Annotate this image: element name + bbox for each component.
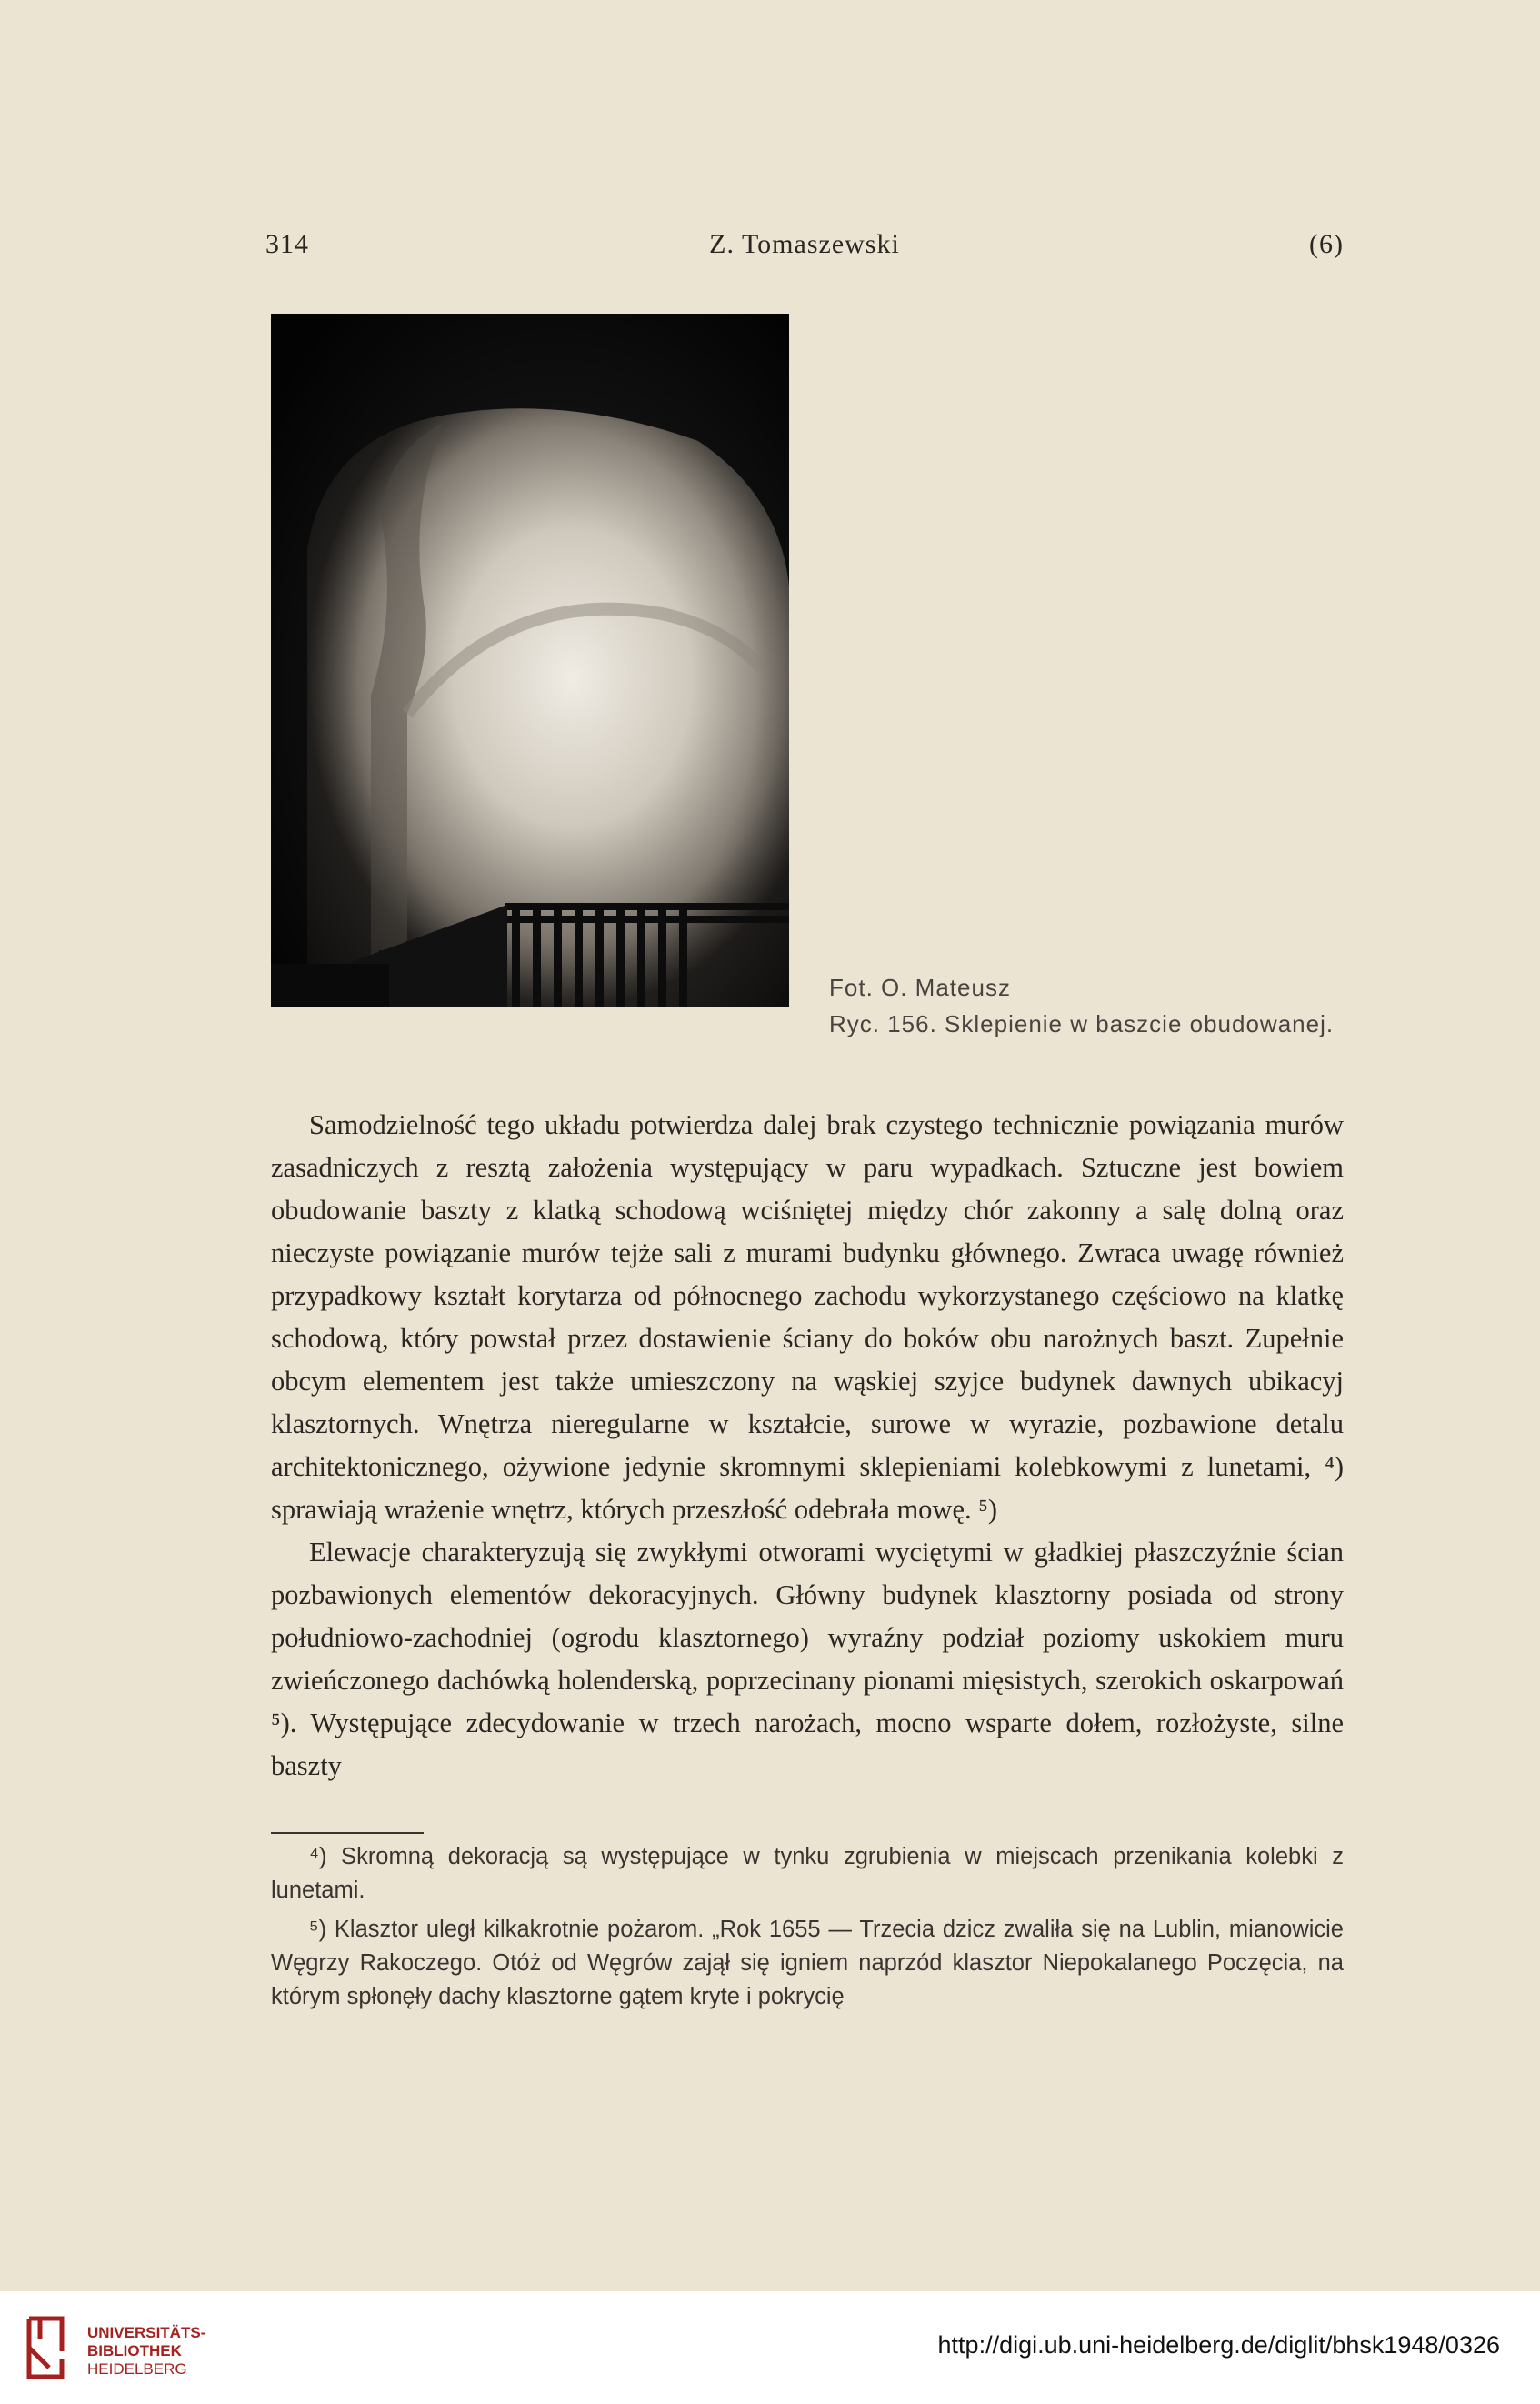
body-text — [271, 1104, 1344, 1788]
page-number: 314 — [265, 229, 309, 259]
library-name-line: BIBLIOTHEK — [87, 2342, 182, 2359]
footer-bar — [0, 2291, 1540, 2404]
permalink-url[interactable]: http://digi.ub.uni-heidelberg.de/diglit/bhsk1948/0326 — [937, 2331, 1500, 2359]
library-name-line: UNIVERSITÄTS- — [87, 2324, 206, 2341]
footnote: ⁴) Skromną dekoracją są występujące w tynku zgrubienia w miejscach przenikania kolebki z lunetami. — [271, 1844, 1344, 1903]
footnotes — [271, 1840, 1344, 2019]
footnote-rule — [271, 1832, 424, 1834]
library-name — [87, 2324, 205, 2379]
paragraph: Samodzielność tego układu potwierdza dalej brak czystego technicznie powiązania murów zasadniczych z resztą założenia występujący w paru wypadkach. Sztuczne jest bowiem obudowanie baszty z klatką schodową wciśniętej między chór zakonny a salę dolną oraz nieczyste powiązanie murów tejże sali z murami budynku głównego. Zwraca uwagę również przypadkowy kształt korytarza od północnego zachodu wykorzystanego częściowo na klatkę schodową, który powstał przez dostawienie ściany do boków obu narożnych baszt. Zupełnie obcym elementem jest także umieszczony na wąskiej szyjce budynek dawnych ubikacyj klasztornych. Wnętrza nieregularne w kształcie, surowe w wyrazie, pozbawione detalu architektonicznego, ożywione jedynie skromnymi sklepieniami kolebkowymi z lunetami, ⁴) sprawiają wrażenie wnętrz, których przeszłość odebrała mowę. ⁵) — [271, 1109, 1344, 1525]
figure-caption-text: Ryc. 156. Sklepienie w baszcie obudowanej. — [829, 1010, 1335, 1037]
library-logo-icon — [22, 2311, 76, 2384]
footnote: ⁵) Klasztor uległ kilkakrotnie pożarom. „Rok 1655 — Trzecia dzicz zwaliła się na Lublin, mianowicie Węgrzy Rakoczego. Otóż od Węgrów zajął się igniem naprzód klasztor Niepokalanego Poczęcia, na którym spłonęły dachy klasztorne gątem kryte i pokrycię — [271, 1917, 1344, 2009]
running-head-author: Z. Tomaszewski — [709, 229, 900, 259]
vault-photograph — [271, 314, 789, 1007]
photo-credit: Fot. O. Mateusz — [829, 974, 1011, 1001]
library-name-line: HEIDELBERG — [87, 2360, 187, 2378]
vault-photograph-drawing — [271, 314, 789, 1007]
figure-caption — [829, 969, 1334, 1042]
paragraph: Elewacje charakteryzują się zwykłymi otworami wyciętymi w gładkiej płaszczyźnie ścian pozbawionych elementów dekoracyjnych. Główny budynek klasztorny posiada od strony południowo-zachodniej (ogrodu klasztornego) wyraźny podział poziomy uskokiem muru zwieńczonego dachówką holenderską, poprzecinany pionami mięsistych, szerokich oskarpowań ⁵). Występujące zdecydowanie w trzech narożach, mocno wsparte dołem, rozłożyste, silne baszty — [271, 1537, 1344, 1781]
section-number: (6) — [1309, 229, 1344, 259]
